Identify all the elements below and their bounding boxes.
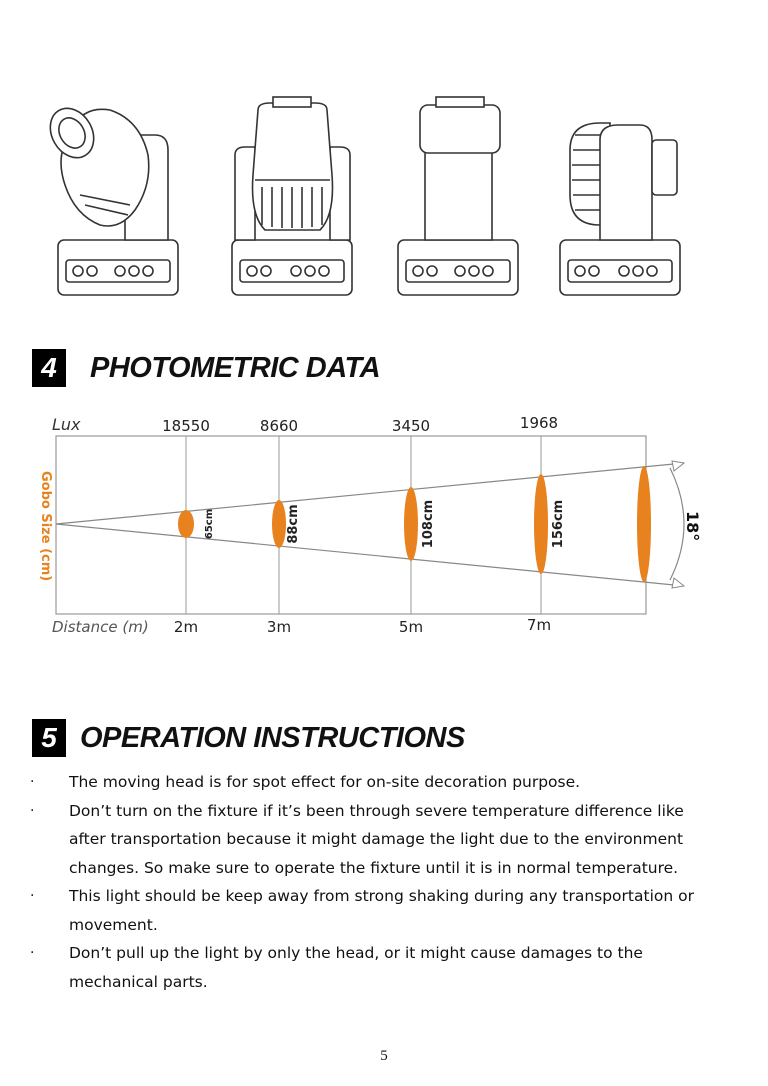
bullet: · [30,945,35,961]
photometric-points [162,414,651,636]
beam-spot [272,500,286,548]
beam-spot [178,510,194,538]
section-heading-operation [32,718,465,758]
lux-value: 3450 [391,417,431,435]
gobo-size-value: 65cm [204,508,215,540]
photometric-diagram [30,408,702,648]
fixture-view-rear [560,123,680,295]
section-title: PHOTOMETRIC DATA [90,351,381,384]
arrow-head-upper [672,461,684,471]
distance-value: 2m [173,618,199,636]
list-item [30,768,720,797]
bullet: · [30,774,35,790]
page-number: 5 [380,1048,388,1064]
fixture-view-side [398,97,518,295]
beam-spot [404,487,418,561]
instruction-text: Don’t turn on the fixture if it’s been through severe temperature difference like after transportation because it might damage the light due to the environment changes. So make sure to operate the fixture until it is in normal temperature. [69,801,684,877]
instruction-text: The moving head is for spot effect for on-site decoration purpose. [69,773,581,791]
gobo-size-value: 156cm [551,499,566,549]
angle-label: 18° [683,511,702,542]
instruction-list [30,768,720,996]
beam-upper-edge [56,463,684,524]
fixture-view-angled [42,100,178,295]
lux-label: Lux [52,415,81,434]
fixture-view-front [232,97,352,295]
instruction-text: Don’t pull up the light by only the head, or it might cause damages to the mechanical parts. [69,944,643,991]
gobo-size-value: 88cm [286,504,301,544]
bullet: · [30,802,35,819]
gobo-size-label: Gobo Size (cm) [38,471,53,582]
list-item [30,939,720,996]
bullet: · [30,888,35,904]
distance-value: 7m [526,616,552,634]
instruction-text: This light should be keep away from strong shaking during any transportation or movement. [69,887,694,934]
distance-label: Distance (m) [52,618,149,636]
angle-arc [670,468,684,580]
list-item [30,882,720,939]
beam-lower-edge [56,524,684,586]
distance-value: 5m [398,618,424,636]
lux-value: 8660 [259,417,299,435]
section-number: 4 [32,349,66,387]
lux-value: 1968 [519,414,559,432]
list-item [30,797,720,883]
fixture-illustrations [40,95,720,300]
beam-spot [637,466,651,582]
arrow-head-lower [672,578,684,588]
lux-value: 18550 [162,417,210,435]
section-number: 5 [32,719,66,757]
section-heading-photometric [32,348,380,388]
section-title: OPERATION INSTRUCTIONS [80,721,465,754]
distance-value: 3m [266,618,292,636]
gobo-size-value: 108cm [421,499,436,549]
beam-spot [534,474,548,574]
